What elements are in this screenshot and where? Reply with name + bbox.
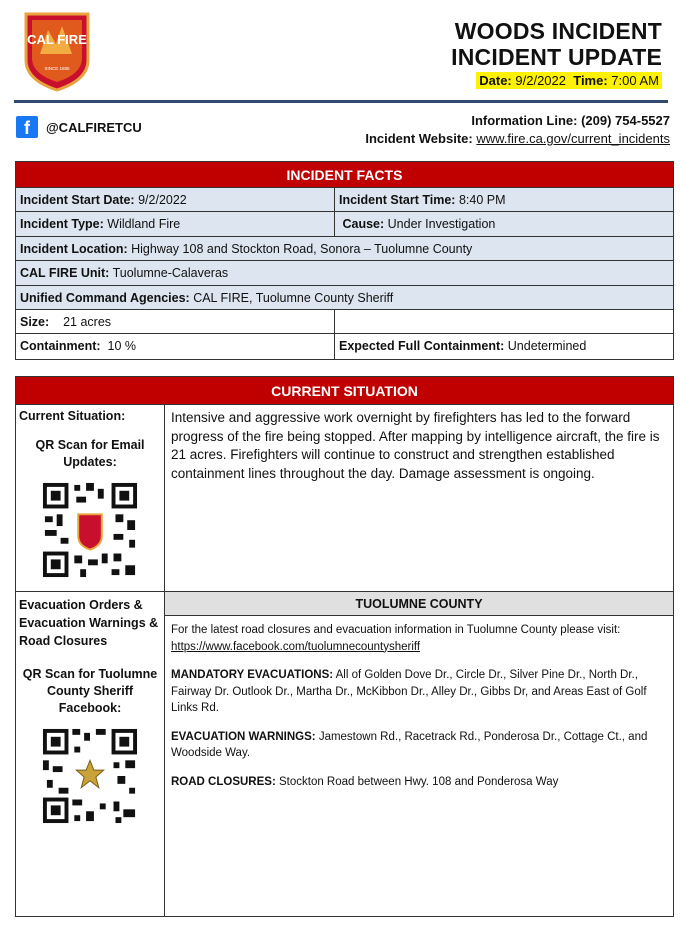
evacuation-warnings: Jamestown Rd., Racetrack Rd., Ponderosa Dr., Cottage Ct., and Woodside Way. <box>171 730 648 759</box>
full-containment-label: Expected Full Containment: <box>339 339 505 354</box>
header-divider <box>14 100 668 103</box>
start-time-value: 8:40 PM <box>458 193 506 207</box>
facebook-link[interactable] <box>16 116 142 138</box>
table-row <box>16 334 673 358</box>
incident-facts-heading: INCIDENT FACTS <box>16 162 673 188</box>
current-situation-heading: CURRENT SITUATION <box>16 377 673 405</box>
mandatory-label: MANDATORY EVACUATIONS: <box>171 669 334 681</box>
email-qr-code[interactable] <box>41 481 139 579</box>
logo-since: SINCE 1885 <box>44 66 70 71</box>
cal-fire-logo <box>22 10 92 92</box>
table-row <box>16 286 673 310</box>
update-title: INCIDENT UPDATE <box>451 44 662 70</box>
situation-text: Intensive and aggressive work overnight by firefighters has led to the forward progress of the fire being stopped. After mapping by intelligence aircraft, the fire is 21 acres. Firefighters will continue to construct and strengthen established containment lines throughout the day. Damage assessment is ongoing. <box>171 410 660 481</box>
containment-label: Containment: <box>20 339 101 354</box>
road-closures: Stockton Road between Hwy. 108 and Ponderosa Way <box>278 775 559 788</box>
sheriff-qr-code[interactable] <box>41 727 139 825</box>
date-time-badge <box>476 72 662 89</box>
facebook-handle: @CALFIRETCU <box>46 119 142 135</box>
email-qr-caption: QR Scan for Email Updates: <box>35 438 145 469</box>
contact-info <box>365 112 670 148</box>
table-row <box>16 261 673 285</box>
sheriff-facebook-link[interactable]: https://www.facebook.com/tuolumnecountysheriff <box>171 640 421 653</box>
current-situation-label: Current Situation: <box>19 409 126 423</box>
time-label: Time: <box>573 73 608 88</box>
start-date-value: 9/2/2022 <box>138 193 187 207</box>
current-situation-section <box>15 376 674 917</box>
cause-value: Under Investigation <box>387 217 496 232</box>
start-date-label: Incident Start Date: <box>20 193 135 207</box>
county-heading: TUOLUMNE COUNTY <box>165 592 673 616</box>
date-label: Date: <box>479 73 512 88</box>
location-value: Highway 108 and Stockton Road, Sonora – Tuolumne County <box>131 241 473 256</box>
logo-text: CAL FIRE <box>27 32 87 47</box>
agencies-value: CAL FIRE, Tuolumne County Sheriff <box>193 290 394 305</box>
size-value: 21 acres <box>63 314 112 329</box>
full-containment-value: Undetermined <box>507 339 587 354</box>
table-row <box>16 188 673 212</box>
containment-value: 10 % <box>107 339 137 354</box>
incident-facts-table <box>15 161 674 360</box>
evac-intro: For the latest road closures and evacuation information in Tuolumne County please visit: <box>171 624 621 636</box>
mandatory-evacuations: All of Golden Dove Dr., Circle Dr., Silver Pine Dr., North Dr., Fairway Dr. Outlook Dr., Martha Dr., McKibbon Dr., Alley Dr., Gibbs Dr, and Areas East of Golf Links Rd. <box>171 669 647 714</box>
table-row <box>16 237 673 261</box>
title-block <box>451 18 662 90</box>
table-row <box>16 310 673 334</box>
cause-label: Cause: <box>342 217 385 232</box>
location-label: Incident Location: <box>20 241 128 256</box>
closures-label: ROAD CLOSURES: <box>171 775 276 788</box>
unit-label: CAL FIRE Unit: <box>20 266 110 281</box>
time-value: 7:00 AM <box>611 73 659 88</box>
unit-value: Tuolumne-Calaveras <box>112 266 229 281</box>
facebook-icon: f <box>16 116 38 138</box>
date-value: 9/2/2022 <box>515 73 566 88</box>
warnings-label: EVACUATION WARNINGS: <box>171 730 316 743</box>
incident-title: WOODS INCIDENT <box>454 18 662 44</box>
agencies-label: Unified Command Agencies: <box>20 290 190 305</box>
info-line: Information Line: (209) 754-5527 <box>471 113 670 128</box>
type-label: Incident Type: <box>20 217 104 232</box>
website-label: Incident Website: <box>365 131 473 146</box>
sheriff-qr-caption: QR Scan for Tuolumne County Sheriff Facebook: <box>22 667 158 715</box>
evacuation-label: Evacuation Orders & Evacuation Warnings & Road Closures <box>19 598 159 648</box>
website-link[interactable]: www.fire.ca.gov/current_incidents <box>476 131 670 146</box>
size-label: Size: <box>20 314 50 329</box>
start-time-label: Incident Start Time: <box>339 193 456 207</box>
table-row <box>16 212 673 236</box>
type-value: Wildland Fire <box>107 217 181 232</box>
